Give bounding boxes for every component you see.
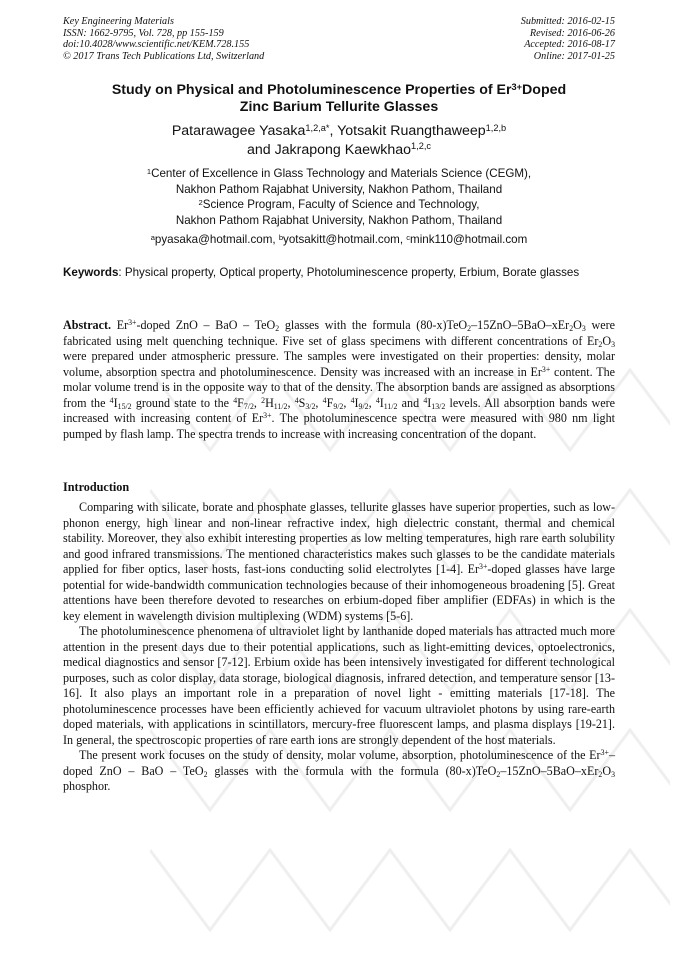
keywords-text: : Physical property, Optical property, Photoluminescence property, Erbium, Borate glasses bbox=[118, 266, 580, 279]
section-heading-introduction: Introduction bbox=[63, 480, 130, 494]
paper-title: Study on Physical and Photoluminescence Properties of $Er^{3+}Doped$ Zinc Barium Tellurite Glasses bbox=[111, 81, 567, 115]
introduction-body bbox=[63, 500, 615, 795]
author-list: Patarawagee Yasaka$^{1,2,a*}$, Yotsakit Ruangthaweep$^{1,2,b}$ and Jakrapong Kaewkhao$^{1,2,c}$ bbox=[171, 122, 507, 158]
author-name: and Jakrapong Kaewkhao bbox=[246, 141, 412, 158]
journal-header bbox=[63, 16, 264, 62]
journal-issn: ISSN: 1662-9795, Vol. 728, pp 155-159 bbox=[63, 27, 224, 39]
author-emails: $^a$pyasaka@hotmail.com, $^b$yotsakitt@hotmail.com, $^c$mink110@hotmail.com bbox=[150, 232, 528, 246]
paragraph: The photoluminescence phenomena of ultraviolet light by lanthanide doped materials has attracted much more attention in the present days due to their potential applications, such as light-emitting devices, optoelectronics, medical diagnostics and sensor [7-12]. Erbium oxide has been intensively investigated for different technological purposes, such as color display, data storage, biological diagnosis, infrared detection, and temperature sensor [13-16]. It also plays an important role in a preparation of novel light - emitting materials [17-18]. The photoluminescence processes have been efficiently achieved for vacuum ultraviolet photons by using rare-earth doped materials, with applications in scintillators, mercury-free fluorescent lamps, and plasma displays [19-21]. In general, the spectroscopic properties of rare earth ions are strongly dependent of the host materials. bbox=[63, 624, 615, 747]
dates-header bbox=[521, 16, 615, 62]
email-link[interactable]: yotsakitt@hotmail.com, bbox=[283, 233, 407, 246]
date-online: Online: 2017-01-25 bbox=[533, 50, 615, 62]
paragraph: Comparing with silicate, borate and phosphate glasses, tellurite glasses have superior properties, such as low-phonon energy, high linear and non-linear refractive index, high dielectric constant, thermal and chemical stability. Moreover, they also exhibit interesting properties as low melting temperatures, high rare earth solubility and good infrared transmissions. The mentioned characteristics makes such glasses to be the candidate materials applied for fiber optics, laser hosts, fast-ions conducting solid electrolytes [1-4]. $Er^{3+}$-doped glasses have large potential for wide-bandwidth communication technologies because of their inhomogeneous broadening [5]. Great attentions have been therefore devoted to researches on erbium-doped fiber amplifier (EDFAs) in which is the key element in wavelength division multiplexing (WDM) systems [5-6]. bbox=[63, 500, 615, 623]
paragraph: The present work focuses on the study of density, molar volume, absorption, photoluminescence of the $Er^{3+}-$ doped ZnO – BaO – TeO$_2$ glasses with the formula with the formula $(80-x)TeO_2-15ZnO-5BaO-xEr_2O_3$ phosphor. bbox=[63, 748, 616, 793]
journal-name: Key Engineering Materials bbox=[63, 16, 174, 27]
date-accepted: Accepted: 2016-08-17 bbox=[524, 39, 615, 51]
keywords-label: Keywords bbox=[63, 266, 119, 279]
author-name: , Yotsakit Ruangthaweep bbox=[329, 123, 486, 139]
keywords bbox=[63, 266, 615, 281]
affiliations: $^1$Center of Excellence in Glass Technology and Materials Science (CEGM), Nakhon Pathom Rajabhat University, Nakhon Pathom, Thailand $^2$Science Program, Faculty of Science and Technology, Nakhon Pathom Rajabhat University, Nakhon Pathom, Thailand bbox=[146, 166, 532, 227]
abstract: Abstract. $Er^{3+}$-doped ZnO – BaO – TeO$_2$ glasses with the formula $(80-x)TeO_2-15ZnO-5BaO-xEr_2O_3$ were fabricated using melt quenching technique. Five set of glass specimens with different concentrations of $Er_2O_3$ were prepared under atmospheric pressure. The samples were investigated on their properties: density, molar volume, absorption spectra and photoluminescence. Density was increased with an increase in $Er^{3+}$ content. The molar volume trend is in the opposite way to that of the density. The absorption bands are assigned as absorptions from the $^4I_{15/2}$ ground state to the $^4F_{7/2}$, $^2H_{11/2}$, $^4S_{3/2}$, $^4F_{9/2}$, $^4I_{9/2}$, $^4I_{11/2}$ and $^4I_{13/2}$ levels. All absorption bands were increased with increasing content of $Er^{3+}$. The photoluminescence spectra were measured with 980 nm light pumped by flash lamp. The spectra trends to increase with increasing concentration of the dopant. bbox=[63, 318, 616, 441]
email-link[interactable]: mink110@hotmail.com bbox=[410, 233, 528, 246]
journal-copyright: © 2017 Trans Tech Publications Ltd, Switzerland bbox=[63, 50, 265, 62]
abstract-label: Abstract. bbox=[63, 318, 112, 332]
date-submitted: Submitted: 2016-02-15 bbox=[520, 16, 615, 27]
email-link[interactable]: pyasaka@hotmail.com, bbox=[154, 233, 279, 246]
journal-doi: doi:10.4028/www.scientific.net/KEM.728.155 bbox=[63, 39, 250, 51]
date-revised: Revised: 2016-06-26 bbox=[529, 27, 615, 39]
author-name: Patarawagee Yasaka bbox=[171, 123, 306, 139]
